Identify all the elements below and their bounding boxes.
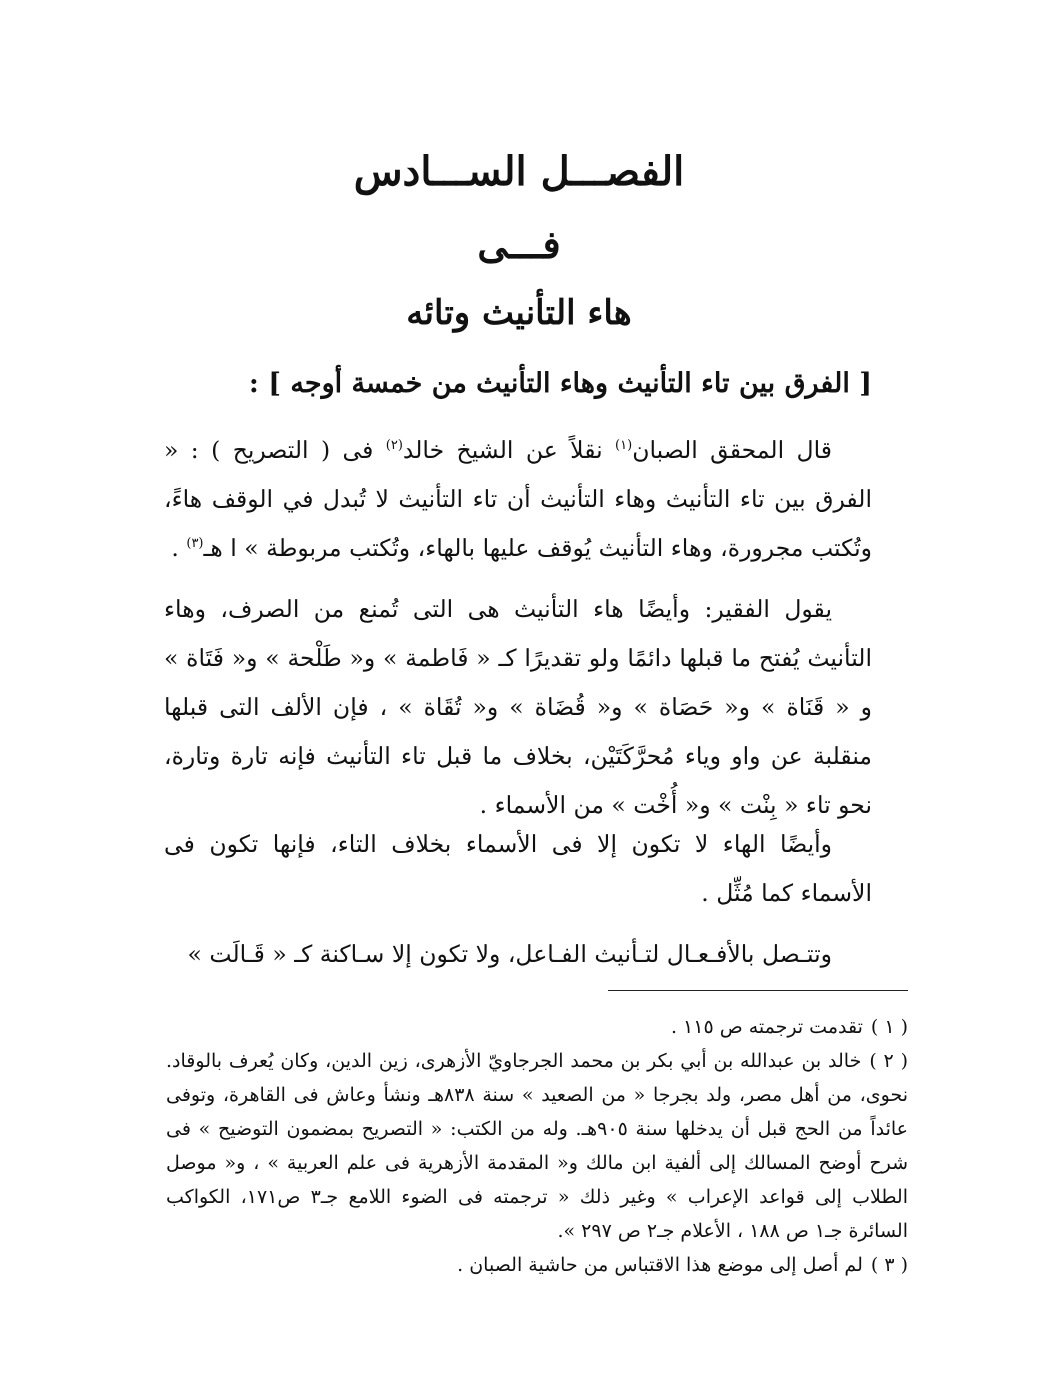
paragraph-1-text-c: فى ( التصريح ) : « الفرق بين تاء التأنيث وهاء التأنيث أن تاء التأنيث لا تُبدل في الوقف هاءً، وتُكتب مجرورة، وهاء التأنيث يُوقف عليها بالهاء، وتُكتب مربوطة » ا هـ	[164, 436, 872, 562]
footnote-number: ( ١ )	[870, 1016, 908, 1038]
paragraph-3: وأيضًا الهاء لا تكون إلا فى الأسماء بخلاف التاء، فإنها تكون فى الأسماء كما مُثِّل .	[164, 830, 872, 907]
paragraph-2: يقول الفقير: وأيضًا هاء التأنيث هى التى تُمنع من الصرف، وهاء التأنيث يُفتح ما قبلها دائمًا ولو تقديرًا كـ « فَاطمة » و« طَلْحة » و« فَتَاة » و « قَنَاة » و« حَصَاة » و« قُضَاة » و« تُقَاة » ، فإن الألف التى قبلها منقلبة عن واو وياء مُحرَّكَتَيْن، بخلاف ما قبل تاء التأنيث فإنه تارة وتارة، نحو تاء « بِنْت » و« أُخْت » من الأسماء .	[164, 595, 872, 819]
paragraph-4: وتتـصل بالأفـعـال لتـأنيث الفـاعل، ولا تكون إلا سـاكنة كـ « قَـالَت »	[187, 940, 832, 968]
footnote-ref-3: (٣)	[186, 536, 204, 552]
footnote-number: ( ٢ )	[869, 1050, 908, 1072]
footnote-1	[166, 1010, 908, 1044]
chapter-subtitle: هاء التأنيث وتائه	[406, 293, 632, 333]
footnote-text: تقدمت ترجمته ص ١١٥ .	[670, 1016, 863, 1038]
paragraph-1-text-b: نقلاً عن الشيخ خالد	[402, 436, 616, 464]
chapter-title-connector: فـــى	[477, 222, 561, 267]
footnote-3	[166, 1248, 908, 1282]
section-heading: [ الفرق بين تاء التأنيث وهاء التأنيث من خمسة أوجه ] :	[248, 368, 872, 399]
paragraph-1-text-a: قال المحقق الصبان	[632, 436, 832, 464]
footnote-text: لم أصل إلى موضع هذا الاقتباس من حاشية الصبان .	[457, 1254, 863, 1276]
footnote-ref-1: (١)	[615, 438, 633, 454]
footnote-ref-2: (٢)	[385, 438, 403, 454]
footnotes	[166, 1010, 908, 1282]
chapter-title: الفصـــل الســـادس	[353, 148, 685, 195]
footnote-2	[166, 1044, 908, 1248]
paragraph-1	[164, 426, 872, 573]
footnote-number: ( ٣ )	[870, 1254, 908, 1276]
footnote-text: خالد بن عبدالله بن أبي بكر بن محمد الجرجاويّ الأزهرى، زين الدين، وكان يُعرف بالوقاد. نحوى، من أهل مصر، ولد بجرجا « من الصعيد » سنة ٨٣٨هـ ونشأ وعاش فى القاهرة، وتوفى عائداً من الحج قبل أن يدخلها سنة ٩٠٥هـ. وله من الكتب: « التصريح بمضمون التوضيح » فى شرح أوضح المسالك إلى ألفية ابن مالك و« المقدمة الأزهرية فى علم العربية » ، و« موصل الطلاب إلى قواعد الإعراب » وغير ذلك « ترجمته فى الضوء اللامع جـ٣ ص١٧١، الكواكب السائرة جـ١ ص ١٨٨ ، الأعلام جـ٢ ص ٢٩٧ ».	[166, 1050, 909, 1242]
footnote-divider	[608, 990, 908, 991]
paragraph-1-text-d: .	[171, 534, 187, 562]
